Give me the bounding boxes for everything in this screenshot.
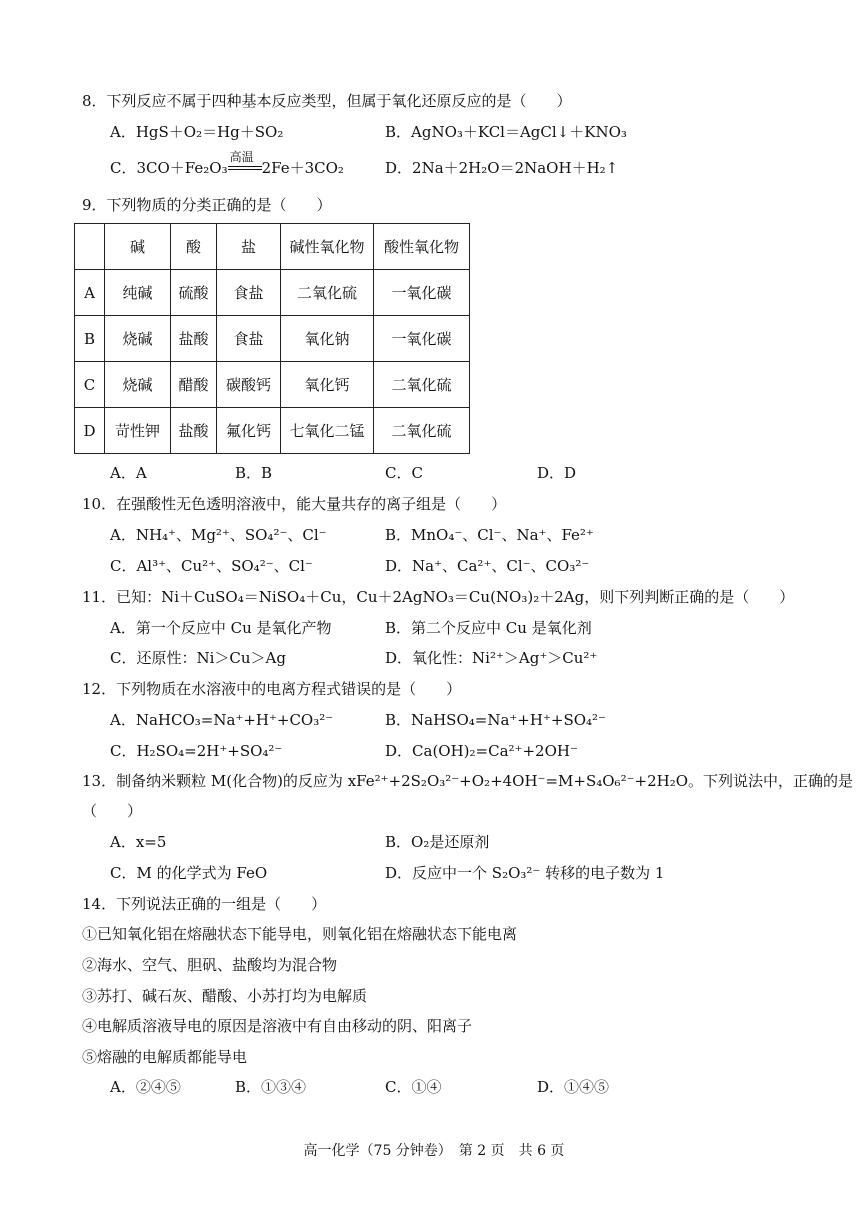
q13-option-c: C．M 的化学式为 FeO	[110, 864, 268, 882]
q10-stem: 10．在强酸性无色透明溶液中，能大量共存的离子组是（ ）	[82, 495, 507, 513]
q14-stem: 14．下列说法正确的一组是（ ）	[82, 895, 327, 913]
table-row	[75, 316, 470, 362]
q10-option-b: B．MnO₄⁻、Cl⁻、Na⁺、Fe²⁺	[385, 526, 594, 544]
q8-option-a: A．HgS＋O₂＝Hg＋SO₂	[110, 123, 284, 141]
table-cell: 盐	[217, 224, 281, 270]
table-cell: 七氧化二锰	[281, 408, 374, 454]
table-row	[75, 362, 470, 408]
q9-option-d: D．D	[537, 464, 577, 482]
table-cell: 二氧化硫	[374, 408, 470, 454]
q13-option-d: D．反应中一个 S₂O₃²⁻ 转移的电子数为 1	[385, 864, 665, 882]
q11-stem: 11．已知：Ni＋CuSO₄＝NiSO₄＋Cu，Cu＋2AgNO₃＝Cu(NO₃)₂＋2Ag，则下列判断正确的是（ ）	[82, 588, 795, 606]
q8-option-c-lhs: C．3CO＋Fe₂O₃	[110, 159, 228, 177]
q11-option-c: C．还原性：Ni＞Cu＞Ag	[110, 649, 286, 667]
q13-stem: 13．制备纳米颗粒 M(化合物)的反应为 xFe²⁺+2S₂O₃²⁻+O₂+4OH⁻=M+S₄O₆²⁻+2H₂O。下列说法中，正确的是	[82, 772, 854, 790]
table-cell: 碳酸钙	[217, 362, 281, 408]
q12-option-d: D．Ca(OH)₂=Ca²⁺+2OH⁻	[385, 742, 578, 760]
table-cell: 盐酸	[171, 408, 217, 454]
table-cell: 硫酸	[171, 270, 217, 316]
q13-option-a: A．x=5	[110, 833, 167, 851]
q12-option-b: B．NaHSO₄=Na⁺+H⁺+SO₄²⁻	[385, 711, 606, 729]
q8-option-c-rhs: 2Fe＋3CO₂	[261, 159, 344, 177]
table-row	[75, 270, 470, 316]
q8-option-c	[110, 150, 344, 178]
q12-option-a: A．NaHCO₃=Na⁺+H⁺+CO₃²⁻	[110, 711, 334, 729]
q9-option-b: B．B	[235, 464, 273, 482]
q13-stem-answer: （ ）	[82, 802, 143, 820]
q9-option-a: A．A	[110, 464, 147, 482]
table-cell: 氟化钙	[217, 408, 281, 454]
q10-option-d: D．Na⁺、Ca²⁺、Cl⁻、CO₃²⁻	[385, 557, 590, 575]
table-cell: 食盐	[217, 316, 281, 362]
table-cell: 氧化钠	[281, 316, 374, 362]
q14-statement-3: ③苏打、碱石灰、醋酸、小苏打均为电解质	[82, 987, 368, 1005]
table-cell: 食盐	[217, 270, 281, 316]
table-cell: 盐酸	[171, 316, 217, 362]
q12-stem: 12．下列物质在水溶液中的电离方程式错误的是（ ）	[82, 680, 462, 698]
table-cell: 酸性氧化物	[374, 224, 470, 270]
table-cell: 苛性钾	[105, 408, 171, 454]
table-cell: 一氧化碳	[374, 316, 470, 362]
q14-statement-2: ②海水、空气、胆矾、盐酸均为混合物	[82, 956, 338, 974]
table-cell: A	[75, 270, 105, 316]
table-cell: 二氧化硫	[374, 362, 470, 408]
table-cell: 烧碱	[105, 362, 171, 408]
q11-option-a: A．第一个反应中 Cu 是氧化产物	[110, 619, 332, 637]
table-cell: 酸	[171, 224, 217, 270]
table-cell: 烧碱	[105, 316, 171, 362]
table-cell: 醋酸	[171, 362, 217, 408]
classification-table	[74, 223, 470, 454]
q8-option-b: B．AgNO₃＋KCl＝AgCl↓＋KNO₃	[385, 123, 627, 141]
q13-option-b: B．O₂是还原剂	[385, 833, 490, 851]
q14-option-c: C．①④	[385, 1078, 442, 1096]
table-cell: 碱	[105, 224, 171, 270]
q14-option-b: B．①③④	[235, 1078, 307, 1096]
q10-option-c: C．Al³⁺、Cu²⁺、SO₄²⁻、Cl⁻	[110, 557, 313, 575]
q14-option-d: D．①④⑤	[537, 1078, 610, 1096]
q12-option-c: C．H₂SO₄=2H⁺+SO₄²⁻	[110, 742, 283, 760]
q14-statement-5: ⑤熔融的电解质都能导电	[82, 1048, 248, 1066]
q14-option-a: A．②④⑤	[110, 1078, 181, 1096]
q14-statement-1: ①已知氧化铝在熔融状态下能导电，则氧化铝在熔融状态下能电离	[82, 925, 518, 943]
q11-option-d: D．氧化性：Ni²⁺＞Ag⁺＞Cu²⁺	[385, 649, 598, 667]
q9-option-c: C．C	[385, 464, 423, 482]
table-row	[75, 408, 470, 454]
q8-option-d: D．2Na＋2H₂O＝2NaOH＋H₂↑	[385, 159, 619, 177]
q11-option-b: B．第二个反应中 Cu 是氧化剂	[385, 619, 592, 637]
table-cell: 氧化钙	[281, 362, 374, 408]
page-footer: 高一化学（75 分钟卷） 第 2 页 共 6 页	[303, 1143, 565, 1159]
q9-stem: 9．下列物质的分类正确的是（ ）	[82, 196, 332, 214]
table-header-row	[75, 224, 470, 270]
table-cell: C	[75, 362, 105, 408]
table-cell: 一氧化碳	[374, 270, 470, 316]
q10-option-a: A．NH₄⁺、Mg²⁺、SO₄²⁻、Cl⁻	[110, 526, 327, 544]
q8-condition-arrow	[228, 150, 262, 176]
q8-stem: 8．下列反应不属于四种基本反应类型，但属于氧化还原反应的是（ ）	[82, 92, 572, 110]
table-cell: 碱性氧化物	[281, 224, 374, 270]
q14-statement-4: ④电解质溶液导电的原因是溶液中有自由移动的阴、阳离子	[82, 1017, 473, 1035]
table-cell	[75, 224, 105, 270]
q8-condition: 高温	[229, 150, 254, 164]
table-cell: D	[75, 408, 105, 454]
table-cell: B	[75, 316, 105, 362]
table-cell: 纯碱	[105, 270, 171, 316]
table-cell: 二氧化硫	[281, 270, 374, 316]
